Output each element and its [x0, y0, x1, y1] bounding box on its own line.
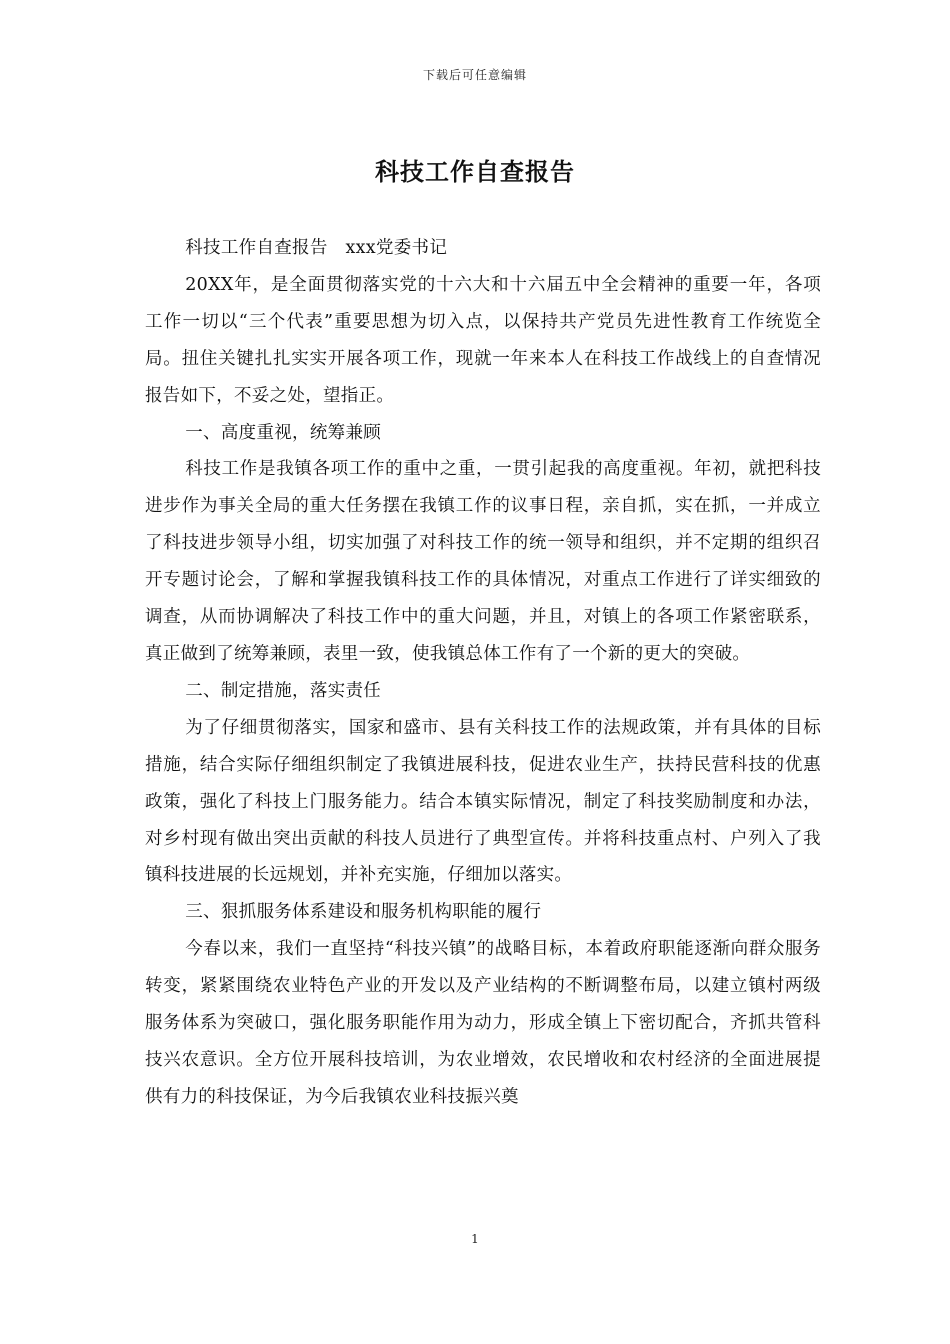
section-paragraph-1: 科技工作是我镇各项工作的重中之重，一贯引起我的高度重视。年初，就把科技进步作为事关全局的重大任务摆在我镇工作的议事日程，亲自抓，实在抓，一并成立了科技进步领导小组，切实加强了对科技工作的统一领导和组织，并不定期的组织召开专题讨论会，了解和掌握我镇科技工作的具体情况，对重点工作进行了详实细致的调查，从而协调解决了科技工作中的重大问题，并且，对镇上的各项工作紧密联系，真正做到了统筹兼顾，表里一致，使我镇总体工作有了一个新的更大的突破。	[145, 459, 821, 664]
section-heading-2: 二、制定措施，落实责任	[185, 680, 382, 701]
page-number: 1	[471, 1232, 479, 1246]
section-heading-3: 三、狠抓服务体系建设和服务机构职能的履行	[185, 902, 542, 923]
subtitle-line: 科技工作自查报告 xxx党委书记	[185, 238, 448, 258]
section-paragraph-2: 为了仔细贯彻落实，国家和盛市、县有关科技工作的法规政策，并有具体的目标措施，结合实际仔细组织制定了我镇进展科技，促进农业生产，扶持民营科技的优惠政策，强化了科技上门服务能力。结合本镇实际情况，制定了科技奖励制度和办法，对乡村现有做出突出贡献的科技人员进行了典型宣传。并将科技重点村、户列入了我镇科技进展的长远规划，并补充实施，仔细加以落实。	[145, 717, 821, 886]
page-header-note: 下载后可任意编辑	[422, 68, 527, 82]
document-title: 科技工作自查报告	[375, 157, 575, 186]
intro-paragraph: 20XX年，是全面贯彻落实党的十六大和十六届五中全会精神的重要一年，各项工作一切以“三个代表”重要思想为切入点，以保持共产党员先进性教育工作统览全局。扭住关键扎扎实实开展各项工作，现就一年来本人在科技工作战线上的自查情况报告如下，不妥之处，望指正。	[145, 274, 821, 406]
section-heading-1: 一、高度重视，统筹兼顾	[185, 422, 382, 443]
document-body	[145, 230, 821, 1116]
section-paragraph-3: 今春以来，我们一直坚持“科技兴镇”的战略目标，本着政府职能逐渐向群众服务转变，紧紧围绕农业特色产业的开发以及产业结构的不断调整布局，以建立镇村两级服务体系为突破口，强化服务职能作用为动力，形成全镇上下密切配合，齐抓共管科技兴农意识。全方位开展科技培训，为农业增效，农民增收和农村经济的全面进展提供有力的科技保证，为今后我镇农业科技振兴奠	[145, 939, 821, 1107]
